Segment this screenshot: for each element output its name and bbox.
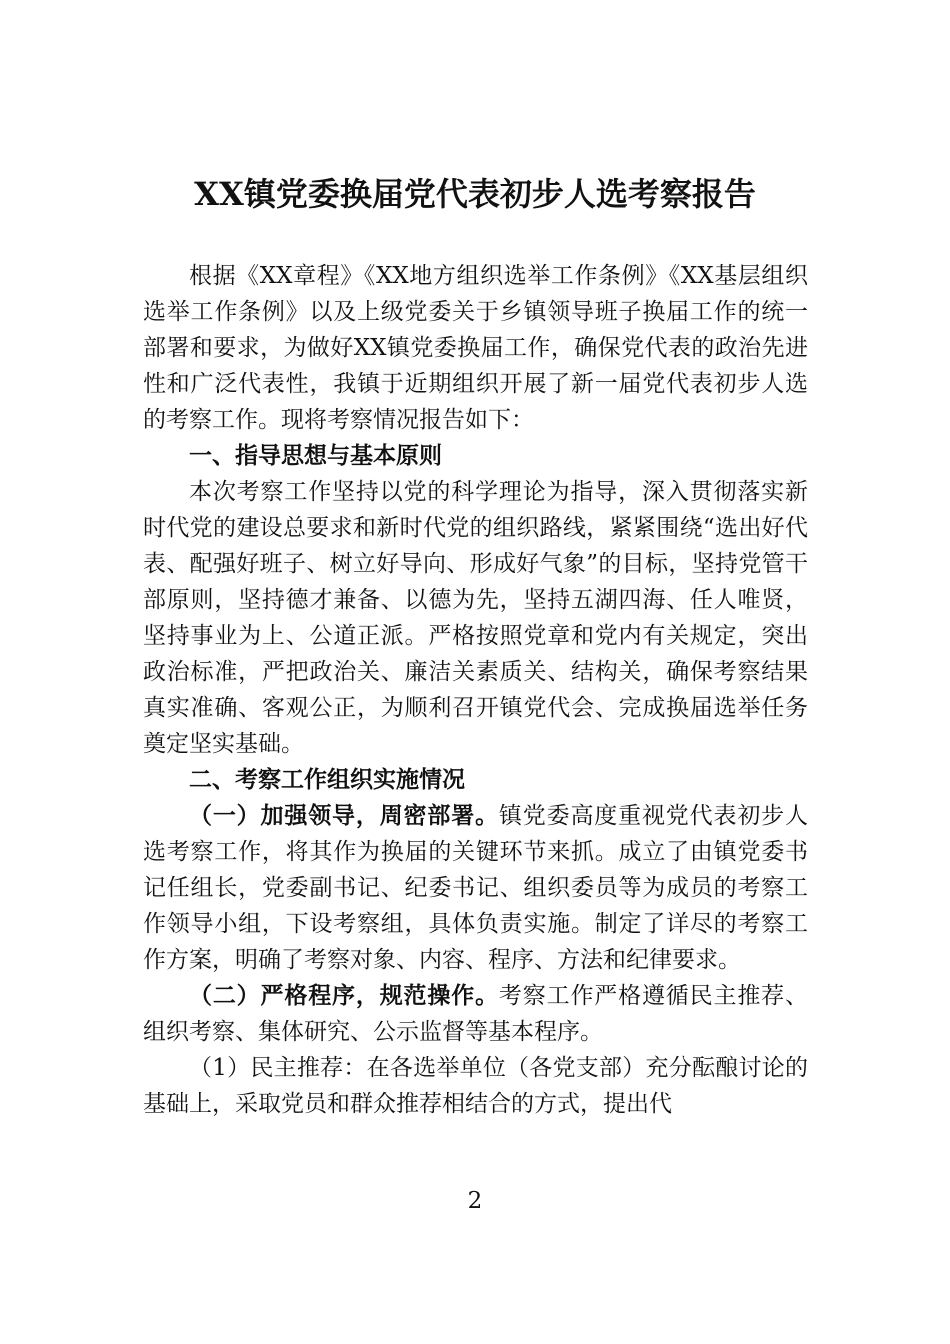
intro-paragraph: 根据《XX章程》《XX地方组织选举工作条例》《XX基层组织选举工作条例》以及上级党委关于乡镇领导班子换届工作的统一部署和要求，为做好XX镇党委换届工作，确保党代表的政治先进性和广泛代表性，我镇于近期组织开展了新一届党代表初步人选的考察工作。现将考察情况报告如下： <box>143 263 808 433</box>
section-heading-2: 二、考察工作组织实施情况 <box>189 767 465 793</box>
document-title: XX镇党委换届党代表初步人选考察报告 <box>194 175 756 213</box>
paragraph-lead: （二）严格程序，规范操作。 <box>189 982 499 1009</box>
page-number: 2 <box>467 1188 483 1214</box>
section-2-paragraph-1 <box>143 798 808 978</box>
section-1-paragraph: 本次考察工作坚持以党的科学理论为指导，深入贯彻落实新时代党的建设总要求和新时代党的组织路线，紧紧围绕“选出好代表、配强好班子、树立好导向、形成好气象”的目标，坚持党管干部原则，坚持德才兼备、以德为先，坚持五湖四海、任人唯贤，坚持事业为上、公道正派。严格按照党章和党内有关规定，突出政治标准，严把政治关、廉洁关素质关、结构关，确保考察结果真实准确、客观公正，为顺利召开镇党代会、完成换届选举任务奠定坚实基础。 <box>143 479 808 757</box>
section-2-paragraph-3: （1）民主推荐：在各选举单位（各党支部）充分酝酿讨论的基础上，采取党员和群众推荐相结合的方式，提出代 <box>143 1055 808 1117</box>
document-body <box>143 258 808 1122</box>
paragraph-lead: （一）加强领导，周密部署。 <box>189 802 499 829</box>
paragraph-body: 镇党委高度重视党代表初步人选考察工作，将其作为换届的关键环节来抓。成立了由镇党委书记任组长，党委副书记、纪委书记、组织委员等为成员的考察工作领导小组，下设考察组，具体负责实施。制定了详尽的考察工作方案，明确了考察对象、内容、程序、方法和纪律要求。 <box>143 803 809 973</box>
paragraph-body: 考察工作严格遵循民主推荐、组织考察、集体研究、公示监督等基本程序。 <box>143 983 809 1045</box>
section-2-paragraph-2 <box>143 978 808 1050</box>
section-heading-1: 一、指导思想与基本原则 <box>189 443 442 469</box>
